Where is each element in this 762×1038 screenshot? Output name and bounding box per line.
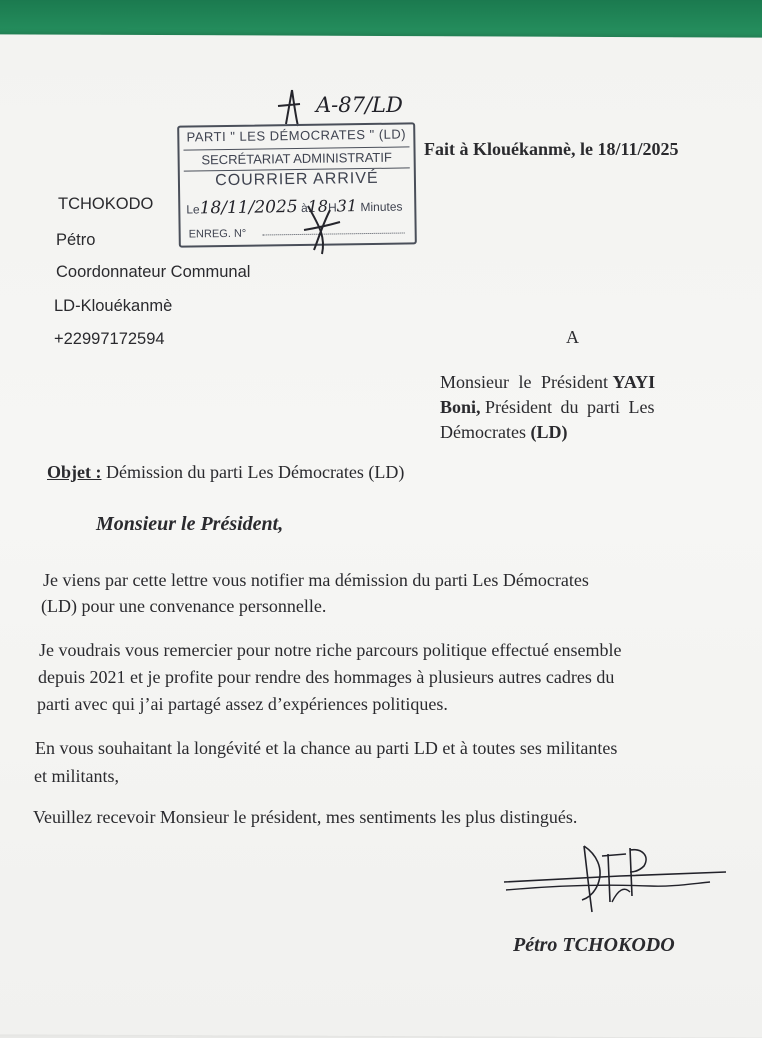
object-line <box>47 461 404 483</box>
stamp-handwritten-ref: A-87/LD <box>316 93 403 117</box>
salutation: Monsieur le Président, <box>96 513 284 535</box>
stamp-scribble <box>300 200 350 260</box>
recipient-role: Président du parti Les <box>485 397 655 417</box>
stamp-hour: 18 <box>307 196 329 216</box>
body-p1-line-1: Je viens par cette lettre vous notifier ma démission du parti Les Démocrates <box>43 570 589 590</box>
object-text: Démission du parti Les Démocrates (LD) <box>105 462 405 482</box>
body-p2-line-3: parti avec qui j’ai partagé assez d’expériences politiques. <box>37 694 448 714</box>
sender-role: Coordonnateur Communal <box>56 263 251 281</box>
stamp-le: Le <box>186 202 200 217</box>
recipient-line-3 <box>440 421 567 443</box>
signature-mark <box>500 842 730 922</box>
stamp-mail-arrived: COURRIER ARRIVÉ <box>215 169 379 190</box>
recipient-party-abbr: (LD) <box>530 422 568 442</box>
received-mail-stamp <box>177 122 417 247</box>
stamp-h: H <box>327 200 337 215</box>
body-closing: Veuillez recevoir Monsieur le président, mes sentiments les plus distingués. <box>33 807 578 827</box>
stamp-minutes-value: 31 <box>336 196 358 216</box>
object-label: Objet : <box>47 462 102 482</box>
sender-first-name: Pétro <box>56 231 96 249</box>
stamp-party: PARTI " LES DÉMOCRATES " (LD) <box>186 126 407 145</box>
body-p1-line-2: (LD) pour une convenance personnelle. <box>41 596 327 616</box>
body-p2-line-1: Je voudrais vous remercier pour notre riche parcours politique effectué ensemble <box>39 640 622 660</box>
sender-phone: +22997172594 <box>54 330 165 348</box>
sender-commune: LD-Klouékanmè <box>54 297 173 315</box>
stamp-date: 18/11/2025 <box>199 196 298 219</box>
recipient-line-1 <box>440 371 655 393</box>
recipient-title: Monsieur le Président <box>440 372 608 392</box>
recipient-party: Démocrates <box>440 422 526 442</box>
recipient-a: A <box>566 327 579 347</box>
signature-name: Pétro TCHOKODO <box>513 934 675 956</box>
body-p3-line-2: et militants, <box>34 766 119 786</box>
sender-name: TCHOKODO <box>58 195 154 213</box>
stamp-office: SECRÉTARIAT ADMINISTRATIF <box>201 149 392 168</box>
stamp-enreg: ENREG. N° <box>188 227 247 241</box>
recipient-given-name: Boni, <box>440 397 481 417</box>
stamp-minutes-label: Minutes <box>360 199 403 215</box>
date-line: Fait à Klouékanmè, le 18/11/2025 <box>424 139 679 159</box>
recipient-line-2 <box>440 396 655 418</box>
body-p2-line-2: depuis 2021 et je profite pour rendre des hommages à plusieurs autres cadres du <box>38 667 615 687</box>
recipient-surname: YAYI <box>612 372 656 392</box>
stamp-date-row <box>186 195 402 221</box>
body-p3-line-1: En vous souhaitant la longévité et la chance au parti LD et à toutes ses militantes <box>35 738 618 758</box>
stamp-a: à <box>300 200 308 215</box>
